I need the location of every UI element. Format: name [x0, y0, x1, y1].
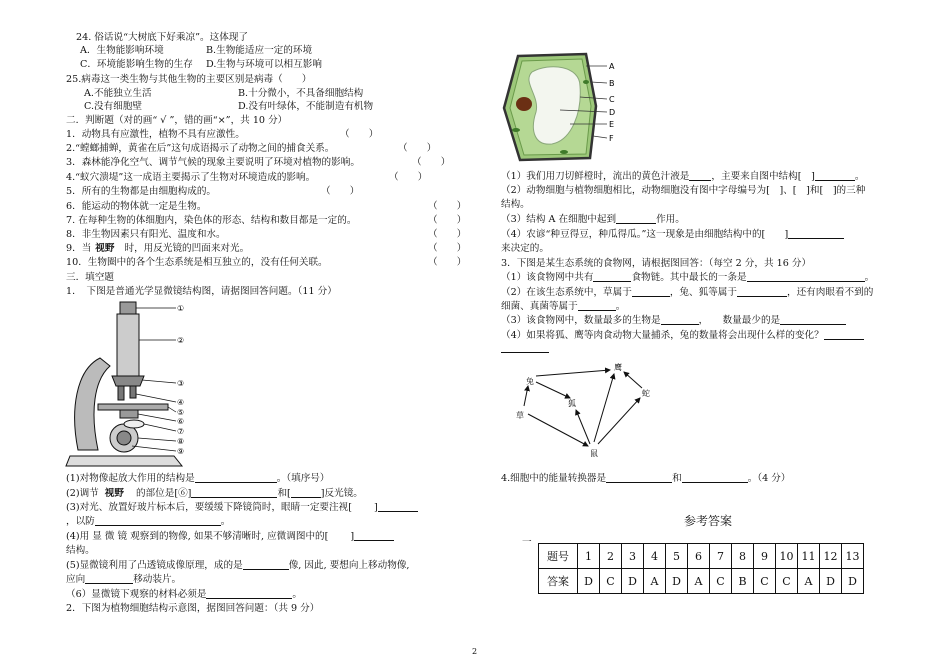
microscope-diagram [64, 300, 194, 470]
judge-5: 5．所有的生物都是由细胞构成的。 [66, 186, 217, 197]
micro-label-1: ① [177, 304, 185, 313]
food-q3-blank-2[interactable] [780, 314, 846, 325]
micro-q4: (4)用 显 微 镜 观察到的物像, 如果不够清晰时, 应微调图中的[ ] [66, 530, 394, 543]
food-q2-blank-3[interactable] [578, 300, 616, 311]
q3-stem: 3．下图是某生态系统的食物网，请根据图回答：（每空 2 分，共 16 分） [501, 258, 812, 269]
q25-option-a: A.不能独立生活 [84, 88, 152, 99]
judge-9: 9．当 视野 时，用反光镜的凹面来对光。 [66, 243, 250, 254]
q2-stem: 2．下图为植物细胞结构示意图，据图回答问题：（共 9 分） [66, 603, 320, 614]
judge-8-blank[interactable]: （ ） [428, 229, 467, 240]
q25-stem: 25.病毒这一类生物与其他生物的主要区别是病毒（ ） [66, 74, 312, 85]
judge-4-blank[interactable]: （ ） [389, 172, 428, 183]
cell-q4-blank[interactable] [788, 228, 844, 239]
answer-row-numbers: 题号 1 2 3 4 5 6 7 8 9 10 11 12 13 [539, 544, 864, 569]
q25-option-c: C.没有细胞壁 [84, 101, 143, 112]
q1-stem: 1． 下图是普通光学显微镜结构图，请据图回答问题。（11 分） [66, 286, 337, 297]
food-q2-cont: 细菌、真菌等属于 。 [501, 301, 626, 312]
section-judge-title: 二．判断题（对的画“ √ ”，错的画“×”，共 10 分） [66, 115, 288, 126]
micro-q2-blank-2[interactable] [291, 487, 321, 498]
web-grass: 草 [516, 411, 524, 420]
food-q2-blank-1[interactable] [632, 286, 670, 297]
micro-label-7: ⑦ [177, 427, 185, 436]
cell-q2-cont: 结构。 [501, 199, 530, 210]
micro-label-6: ⑥ [177, 417, 185, 426]
cell-q3-blank[interactable] [616, 213, 656, 224]
micro-q6-blank[interactable] [206, 588, 292, 599]
micro-label-3: ③ [177, 379, 185, 388]
micro-q2-blank-1[interactable] [191, 487, 277, 498]
judge-2-blank[interactable]: （ ） [398, 143, 437, 154]
food-q4-cont [501, 342, 549, 355]
cell-q2: （2）动物细胞与植物细胞相比，动物细胞没有图中字母编号为[ ]、[ ]和[ ]的三种 [501, 185, 866, 196]
food-q4-blank-2[interactable] [501, 342, 549, 353]
micro-label-9: ⑨ [177, 447, 185, 456]
micro-label-8: ⑧ [177, 437, 185, 446]
q4-blank-2[interactable] [682, 472, 748, 483]
food-q2-blank-2[interactable] [737, 286, 787, 297]
answers-title: 参考答案 [684, 514, 733, 528]
judge-2: 2.“螳螂捕蝉，黄雀在后”这句成语揭示了动物之间的捕食关系。 [66, 143, 335, 154]
cell-q4-cont: 来决定的。 [501, 243, 549, 254]
micro-q3-blank-1[interactable] [378, 501, 418, 512]
q24-option-b: B.生物能适应一定的环境 [206, 45, 313, 56]
judge-4: 4.“蚁穴溃堤”这一成语主要揭示了生物对环境造成的影响。 [66, 172, 316, 183]
answer-table [538, 543, 864, 594]
web-mouse: 鼠 [590, 449, 598, 458]
micro-label-4: ④ [177, 398, 185, 407]
micro-q4-blank[interactable] [354, 530, 394, 541]
cell-label-d: D [609, 108, 616, 117]
web-eagle: 鹰 [614, 363, 622, 372]
cell-label-e: E [609, 120, 615, 129]
web-snake: 蛇 [642, 389, 650, 398]
micro-q3-blank-2[interactable] [95, 515, 221, 526]
judge-7: 7. 在每种生物的体细胞内，染色体的形态、结构和数目都是一定的。 [66, 215, 357, 226]
cell-label-c: C [609, 95, 615, 104]
web-fox: 狐 [568, 399, 576, 408]
judge-8: 8．非生物因素只有阳光、温度和水。 [66, 229, 226, 240]
food-q1-blank-2[interactable] [747, 271, 865, 282]
micro-label-5: ⑤ [177, 408, 185, 417]
answers-section-mark: 一 [522, 537, 532, 548]
judge-10: 10．生物圈中的各个生态系统是相互独立的，没有任何关联。 [66, 257, 328, 268]
web-rabbit: 兔 [526, 377, 534, 386]
q4-energy: 4.细胞中的能量转换器是 和 。（4 分） [501, 473, 791, 484]
cell-q1: （1）我们用刀切鲜橙时，流出的黄色汁液是 ，主要来自图中结构[ ] 。 [501, 171, 865, 182]
cell-q1-blank-2[interactable] [815, 170, 855, 181]
micro-q6: （6）显微镜下观察的材料必须是 。 [66, 589, 303, 600]
food-q1: （1）该食物网中共有 食物链。其中最长的一条是 。 [501, 272, 875, 283]
cell-q4: （4）农谚“种豆得豆，种瓜得瓜。”这一现象是由细胞结构中的[ ] [501, 228, 844, 241]
food-q4: （4）如果将狐、鹰等肉食动物大量捕杀，兔的数量将会出现什么样的变化？ [501, 329, 864, 342]
cell-q1-blank-1[interactable] [689, 170, 711, 181]
micro-q5-blank-2[interactable] [85, 573, 133, 584]
micro-q2: (2)调节 视野 的部位是[⑥] 和[ ]反光镜。 [66, 488, 363, 499]
micro-q1: (1)对物像起放大作用的结构是 。（填序号） [66, 473, 330, 484]
food-q1-blank-1[interactable] [593, 271, 631, 282]
answer-row-values: 答案 D C D A D A C B C C A D D [539, 569, 864, 594]
micro-q5-cont: 应向 移动装片。 [66, 574, 182, 585]
judge-1-blank[interactable]: （ ） [340, 129, 379, 140]
judge-6-blank[interactable]: （ ） [428, 201, 467, 212]
judge-5-blank[interactable]: （ ） [321, 186, 360, 197]
judge-3-blank[interactable]: （ ） [412, 157, 451, 168]
judge-3: 3．森林能净化空气、调节气候的现象主要说明了环境对植物的影响。 [66, 157, 360, 168]
micro-q5: (5)显微镜利用了凸透镜成像原理，成的是 像, 因此, 要想向上移动物像, [66, 560, 410, 571]
food-q2: （2）在该生态系统中，草属于 ，兔、狐等属于 ，还有肉眼看不到的 [501, 287, 874, 298]
food-q3-blank-1[interactable] [661, 314, 699, 325]
q25-option-b: B.十分微小，不具备细胞结构 [238, 88, 364, 99]
q24-option-a: A．生物能影响环境 [80, 45, 164, 56]
micro-q3-cont: ，以防 。 [66, 516, 231, 527]
judge-1: 1．动物具有应激性，植物不具有应激性。 [66, 129, 245, 140]
q24-option-d: D.生物与环境可以相互影响 [206, 59, 322, 70]
food-q3: （3）该食物网中，数量最多的生物是 ， 数量最少的是 [501, 314, 846, 327]
judge-7-blank[interactable]: （ ） [428, 215, 467, 226]
page-number: 2 [472, 647, 478, 656]
judge-9-blank[interactable]: （ ） [428, 243, 467, 254]
q4-blank-1[interactable] [606, 472, 672, 483]
food-web-diagram [512, 358, 672, 464]
answer-header-number: 题号 [539, 544, 578, 569]
q24-stem: 24. 俗话说“大树底下好乘凉”。这体现了 [76, 32, 249, 43]
q24-option-c: C．环境能影响生物的生存 [80, 59, 193, 70]
cell-label-a: A [609, 62, 615, 71]
micro-q1-blank[interactable] [195, 472, 277, 483]
cell-label-b: B [609, 79, 615, 88]
section-fill-title: 三．填空题 [66, 272, 114, 283]
judge-6: 6．能运动的物体就一定是生物。 [66, 201, 207, 212]
plant-cell-diagram [500, 52, 635, 164]
judge-10-blank[interactable]: （ ） [428, 257, 467, 268]
food-q4-blank-1[interactable] [824, 329, 864, 340]
micro-q3: (3)对光、放置好玻片标本后，要缓缓下降镜筒时，眼睛一定要注视[ ] [66, 501, 418, 514]
q25-option-d: D.没有叶绿体，不能制造有机物 [238, 101, 374, 112]
micro-q4-cont: 结构。 [66, 545, 95, 556]
cell-q3: （3）结构 A 在细胞中起到 作用。 [501, 214, 685, 225]
micro-label-2: ② [177, 336, 185, 345]
micro-q5-blank-1[interactable] [243, 559, 289, 570]
cell-label-f: F [609, 134, 614, 143]
answer-header-answer: 答案 [539, 569, 578, 594]
